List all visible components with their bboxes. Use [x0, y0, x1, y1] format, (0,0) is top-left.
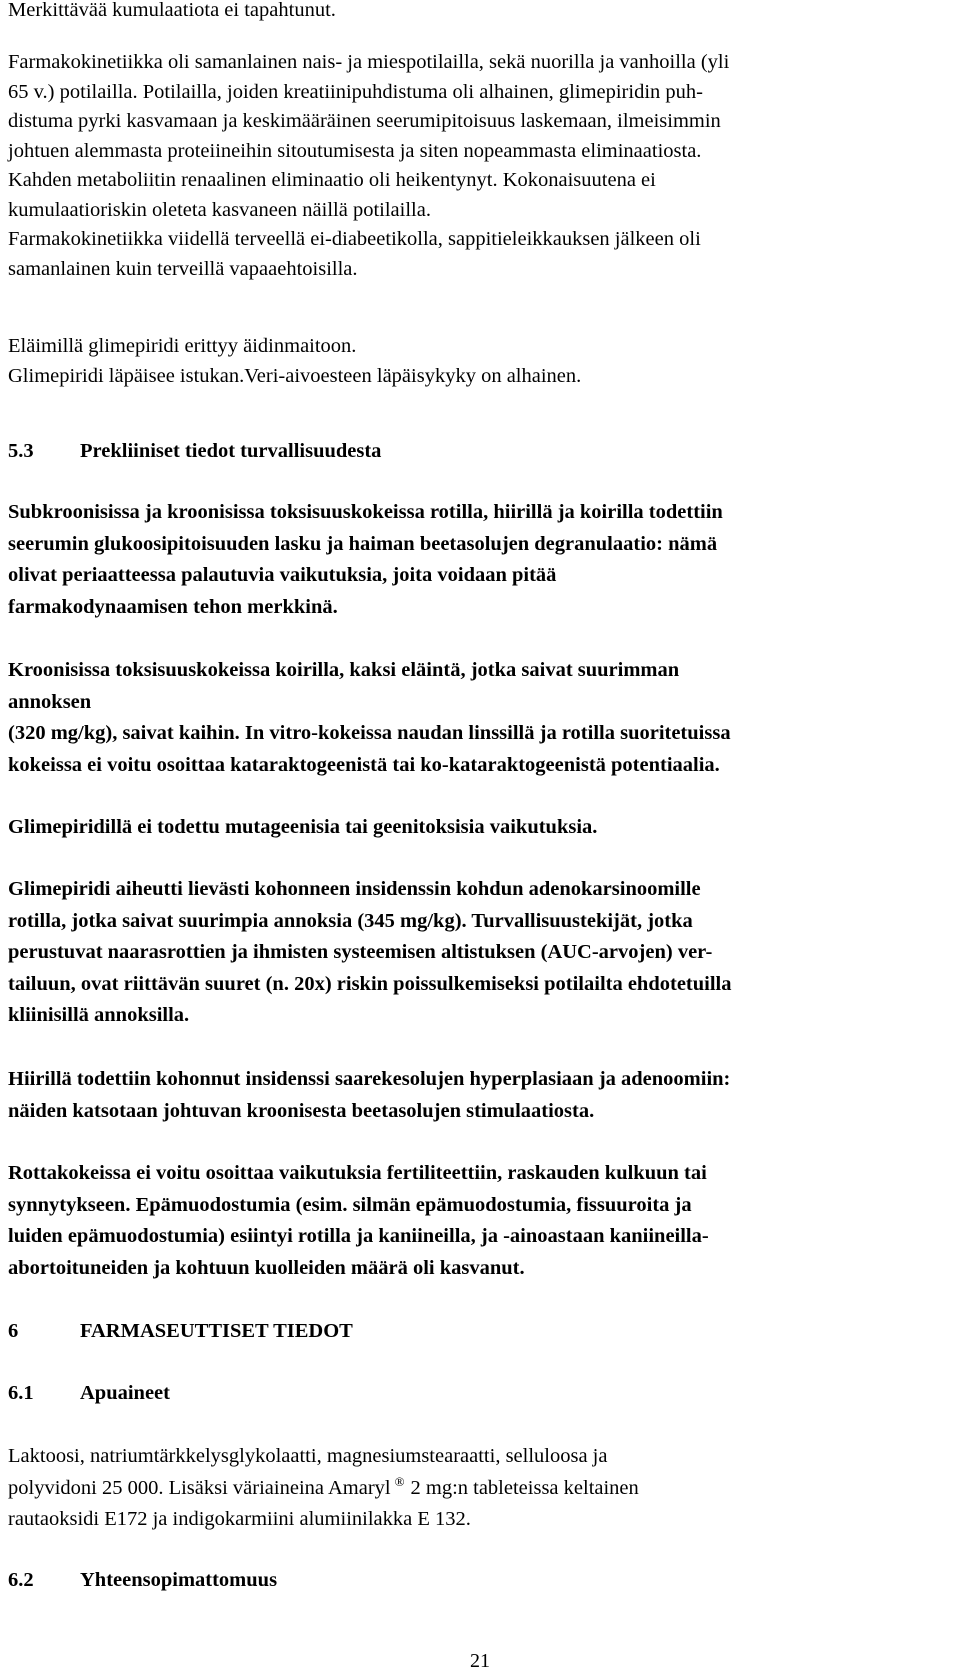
preclinical-paragraph-6 — [8, 1158, 709, 1284]
text-line: Laktoosi, natriumtärkkelysglykolaatti, magnesiumstearaatti, selluloosa ja — [8, 1445, 608, 1467]
text-line — [8, 1473, 639, 1505]
text-line: abortoituneiden ja kohtuun kuolleiden määrä oli kasvanut. — [8, 1256, 525, 1279]
preclinical-paragraph-1 — [8, 497, 723, 623]
preclinical-paragraph-4 — [8, 874, 731, 1032]
text-line: Farmakokinetiikka viidellä terveellä ei-diabeetikolla, sappitieleikkauksen jälkeen oli — [8, 228, 701, 250]
text-line: 65 v.) potilailla. Potilailla, joiden kreatiinipuhdistuma oli alhainen, glimepiridin puh- — [8, 80, 703, 103]
page-number: 21 — [470, 1650, 490, 1672]
preclinical-paragraph-5 — [8, 1064, 730, 1127]
text-line: (320 mg/kg), saivat kaihin. In vitro-kokeissa naudan linssillä ja rotilla suoritetuissa — [8, 722, 731, 744]
text-line: johtuen alemmasta proteiineihin sitoutumisesta ja siten nopeammasta eliminaatiosta. — [8, 139, 702, 162]
text-line: seerumin glukoosipitoisuuden lasku ja haiman beetasolujen degranulaatio: nämä — [8, 532, 718, 555]
text-line: Hiirillä todettiin kohonnut insidenssi saarekesolujen hyperplasiaan ja adenoomiin: — [8, 1068, 731, 1090]
heading-title: Yhteensopimattomuus — [80, 1569, 278, 1591]
registered-trademark-icon: ® — [394, 1473, 405, 1489]
text-line: luiden epämuodostumia) esiintyi rotilla ja kaniineilla, ja -ainoastaan kaniineilla- — [8, 1225, 709, 1247]
text-line: olivat periaatteessa palautuvia vaikutuksia, joita voidaan pitää — [8, 564, 557, 586]
heading-number: 5.3 — [8, 440, 34, 462]
paragraph-pharmacokinetics — [8, 48, 729, 284]
heading-6-1 — [8, 1378, 170, 1410]
heading-title: Prekliiniset tiedot turvallisuudesta — [80, 440, 382, 462]
text-line: Glimepiridi läpäisee istukan.Veri-aivoesteen läpäisykyky on alhainen. — [8, 364, 582, 387]
heading-title: Apuaineet — [80, 1382, 170, 1404]
text-line: Kroonisissa toksisuuskokeissa koirilla, kaksi eläintä, jotka saivat suurimman — [8, 659, 680, 681]
heading-6 — [8, 1316, 353, 1348]
heading-number: 6.2 — [8, 1569, 34, 1591]
text-line: Glimepiridi aiheutti lievästi kohonneen insidenssin kohdun adenokarsinoomille — [8, 878, 701, 900]
paragraph-cumulation: Merkittävää kumulaatiota ei tapahtunut. — [8, 0, 336, 21]
text-line: näiden katsotaan johtuvan kroonisesta beetasolujen stimulaatiosta. — [8, 1099, 595, 1122]
text-line: Kahden metaboliitin renaalinen eliminaatio oli heikentynyt. Kokonaisuutena ei — [8, 169, 656, 191]
text-line: synnytykseen. Epämuodostumia (esim. silmän epämuodostumia, fissuuroita ja — [8, 1193, 692, 1216]
text-line: kumulaatioriskin oleteta kasvaneen näillä potilailla. — [8, 198, 431, 221]
heading-number: 6.1 — [8, 1382, 34, 1404]
heading-number: 6 — [8, 1320, 19, 1342]
text-line: rautaoksidi E172 ja indigokarmiini alumiinilakka E 132. — [8, 1508, 471, 1530]
text-line: tailuun, ovat riittävän suuret (n. 20x) riskin poissulkemiseksi potilailta ehdotetuilla — [8, 972, 732, 995]
text-line: rotilla, jotka saivat suurimpia annoksia (345 mg/kg). Turvallisuustekijät, jotka — [8, 909, 693, 932]
heading-title: FARMASEUTTISET TIEDOT — [80, 1320, 353, 1342]
text-line: Eläimillä glimepiridi erittyy äidinmaitoon. — [8, 335, 357, 357]
text-line: kokeissa ei voitu osoittaa kataraktogeenistä tai ko-kataraktogeenistä potentiaalia. — [8, 753, 720, 776]
text-line: Farmakokinetiikka oli samanlainen nais- ja miespotilailla, sekä nuorilla ja vanhoilla (yli — [8, 51, 730, 73]
text-line: Rottakokeissa ei voitu osoittaa vaikutuksia fertiliteettiin, raskauden kulkuun tai — [8, 1162, 707, 1184]
excipients-paragraph — [8, 1441, 639, 1536]
preclinical-paragraph-3: Glimepiridillä ei todettu mutageenisia tai geenitoksisia vaikutuksia. — [8, 816, 598, 838]
paragraph-breast-milk — [8, 332, 581, 391]
text-line: annoksen — [8, 690, 92, 713]
preclinical-paragraph-2 — [8, 655, 731, 781]
heading-6-2 — [8, 1565, 277, 1597]
text-line: samanlainen kuin terveillä vapaaehtoisilla. — [8, 257, 358, 280]
text-line: Subkroonisissa ja kroonisissa toksisuuskokeissa rotilla, hiirillä ja koirilla todettiin — [8, 501, 723, 523]
text-line: kliinisillä annoksilla. — [8, 1004, 190, 1026]
text-segment: polyvidoni 25 000. Lisäksi väriaineina Amaryl — [8, 1476, 391, 1499]
heading-5-3 — [8, 436, 381, 468]
text-segment: 2 mg:n tableteissa keltainen — [410, 1476, 639, 1499]
text-line: farmakodynaamisen tehon merkkinä. — [8, 595, 338, 618]
text-line: perustuvat naarasrottien ja ihmisten systeemisen altistuksen (AUC-arvojen) ver- — [8, 941, 713, 963]
text-line: distuma pyrki kasvamaan ja keskimääräinen seerumipitoisuus laskemaan, ilmeisimmin — [8, 110, 721, 132]
